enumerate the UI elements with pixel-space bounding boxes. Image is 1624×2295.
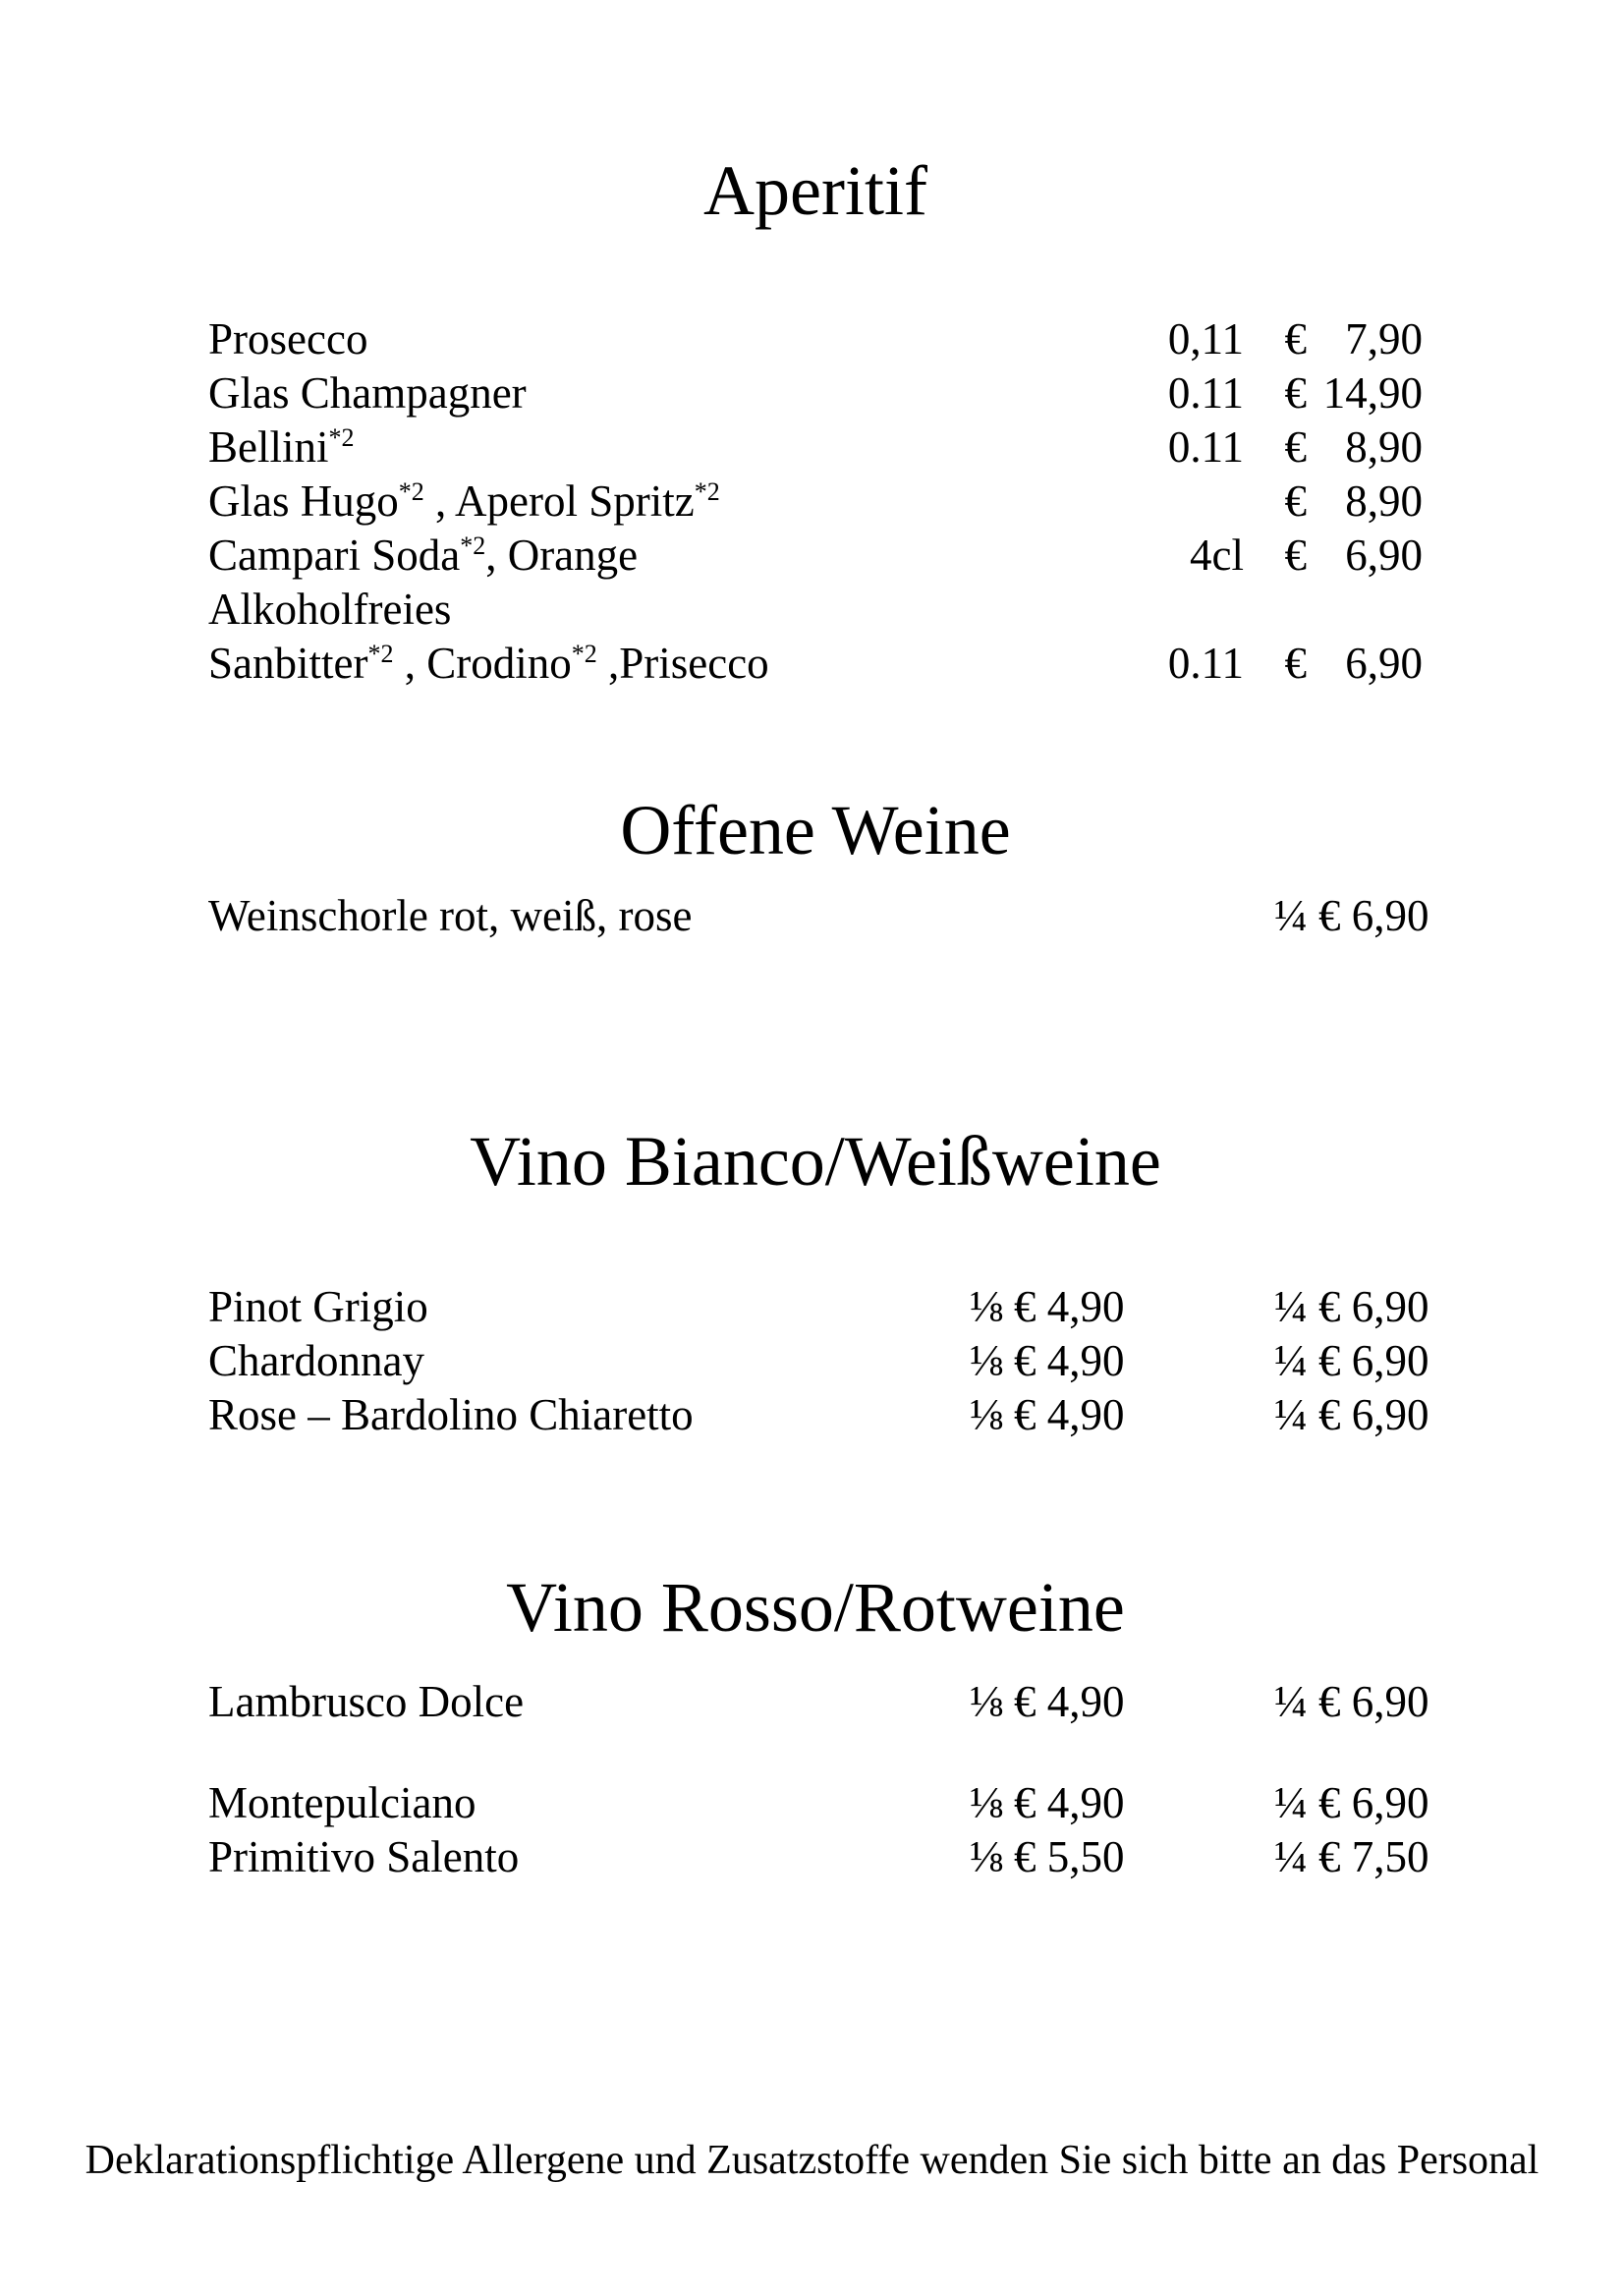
item-price-quarter: ¼ € 7,50 (1274, 1832, 1429, 1881)
section-items (208, 889, 1429, 943)
menu-sections (208, 149, 1429, 1884)
currency-sign: € (1284, 368, 1307, 418)
item-price-eighth: ⅛ € 4,90 (970, 1390, 1125, 1439)
item-name: Pinot Grigio (208, 1282, 428, 1331)
item-volume (1126, 475, 1244, 529)
item-price: 14,90 (1322, 368, 1423, 418)
item-volume: 4cl (1190, 531, 1244, 580)
item-name: Lambrusco Dolce (208, 1677, 525, 1726)
menu-item (208, 1830, 1429, 1884)
item-volume (1126, 583, 1244, 637)
item-name: Chardonnay (208, 1336, 424, 1385)
item-price-eighth: ⅛ € 4,90 (970, 1778, 1125, 1827)
item-name: Bellini$^{*2}$ (208, 422, 355, 472)
item-price-eighth: ⅛ € 5,50 (970, 1832, 1125, 1881)
section-items (208, 312, 1423, 691)
footer-note: Deklarationspflichtige Allergene und Zusatzstoffe wenden Sie sich bitte an das Personal (84, 2138, 1540, 2183)
item-name: Prosecco (208, 314, 368, 364)
item-name: Primitivo Salento (208, 1832, 520, 1881)
section-title-vino-bianco: Vino Bianco/Weißweine (470, 1122, 1161, 1201)
section-offene-weine (208, 789, 1429, 943)
menu-item (208, 420, 1423, 475)
item-price: 8,90 (1345, 422, 1423, 472)
menu-item (208, 475, 1423, 529)
footnote-marker: *2 (694, 477, 720, 506)
item-price-quarter: ¼ € 6,90 (1274, 1677, 1429, 1726)
currency-sign: € (1284, 639, 1307, 688)
currency-sign: € (1284, 531, 1307, 580)
footnote-marker: *2 (328, 423, 355, 452)
menu-item (208, 1388, 1429, 1442)
item-price-quarter: ¼ € 6,90 (1274, 1778, 1429, 1827)
item-name: Rose – Bardolino Chiaretto (208, 1390, 694, 1439)
menu-item (208, 1675, 1429, 1729)
section-title-aperitif: Aperitif (703, 151, 927, 230)
item-price-quarter: ¼ € 6,90 (1274, 891, 1429, 940)
section-items (208, 1675, 1429, 1884)
menu-item (208, 1776, 1429, 1830)
item-price-eighth: ⅛ € 4,90 (970, 1336, 1125, 1385)
menu-item (208, 889, 1429, 943)
item-price-eighth (970, 889, 1107, 943)
item-price-eighth: ⅛ € 4,90 (970, 1677, 1125, 1726)
menu-item (208, 583, 1423, 637)
item-name: Montepulciano (208, 1778, 476, 1827)
section-title-offene-weine: Offene Weine (620, 791, 1011, 869)
currency-sign: € (1284, 314, 1307, 364)
menu-item (208, 366, 1423, 420)
section-vino-rosso (208, 1566, 1429, 1884)
item-name: Weinschorle rot, weiß, rose (208, 891, 693, 940)
item-name: Campari Soda$^{*2}$, Orange (208, 531, 639, 580)
menu-item (208, 529, 1423, 583)
item-name: Sanbitter$^{*2}$ , Crodino$^{*2}$ ,Prisecco (208, 639, 769, 688)
item-price: 8,90 (1345, 476, 1423, 526)
menu-item (208, 637, 1423, 691)
item-volume: 0.11 (1167, 639, 1244, 688)
footnote-marker: *2 (571, 640, 597, 668)
item-price: 7,90 (1345, 314, 1423, 364)
item-price: 6,90 (1345, 639, 1423, 688)
item-name: Glas Champagner (208, 368, 527, 418)
menu-item (208, 312, 1423, 366)
menu-item (208, 1280, 1429, 1334)
section-aperitif (208, 149, 1423, 691)
footnote-marker: *2 (460, 532, 486, 560)
currency-sign: € (1284, 422, 1307, 472)
item-price-quarter: ¼ € 6,90 (1274, 1282, 1429, 1331)
item-volume: 0,11 (1167, 314, 1244, 364)
item-volume: 0.11 (1167, 368, 1244, 418)
item-price (1307, 583, 1423, 637)
item-name: Glas Hugo$^{*2}$ , Aperol Spritz$^{*2}$ (208, 476, 720, 526)
footnote-marker: *2 (367, 640, 394, 668)
section-items (208, 1280, 1429, 1442)
item-price-quarter: ¼ € 6,90 (1274, 1390, 1429, 1439)
section-vino-bianco (208, 1120, 1429, 1442)
item-volume: 0.11 (1167, 422, 1244, 472)
item-name: Alkoholfreies (208, 585, 452, 634)
menu-item (208, 1334, 1429, 1388)
item-price-eighth: ⅛ € 4,90 (970, 1282, 1125, 1331)
section-title-vino-rosso: Vino Rosso/Rotweine (506, 1568, 1125, 1647)
currency-sign: € (1284, 476, 1307, 526)
footnote-marker: *2 (398, 477, 424, 506)
item-price-quarter: ¼ € 6,90 (1274, 1336, 1429, 1385)
item-price: 6,90 (1345, 531, 1423, 580)
currency-sign (1244, 583, 1307, 637)
